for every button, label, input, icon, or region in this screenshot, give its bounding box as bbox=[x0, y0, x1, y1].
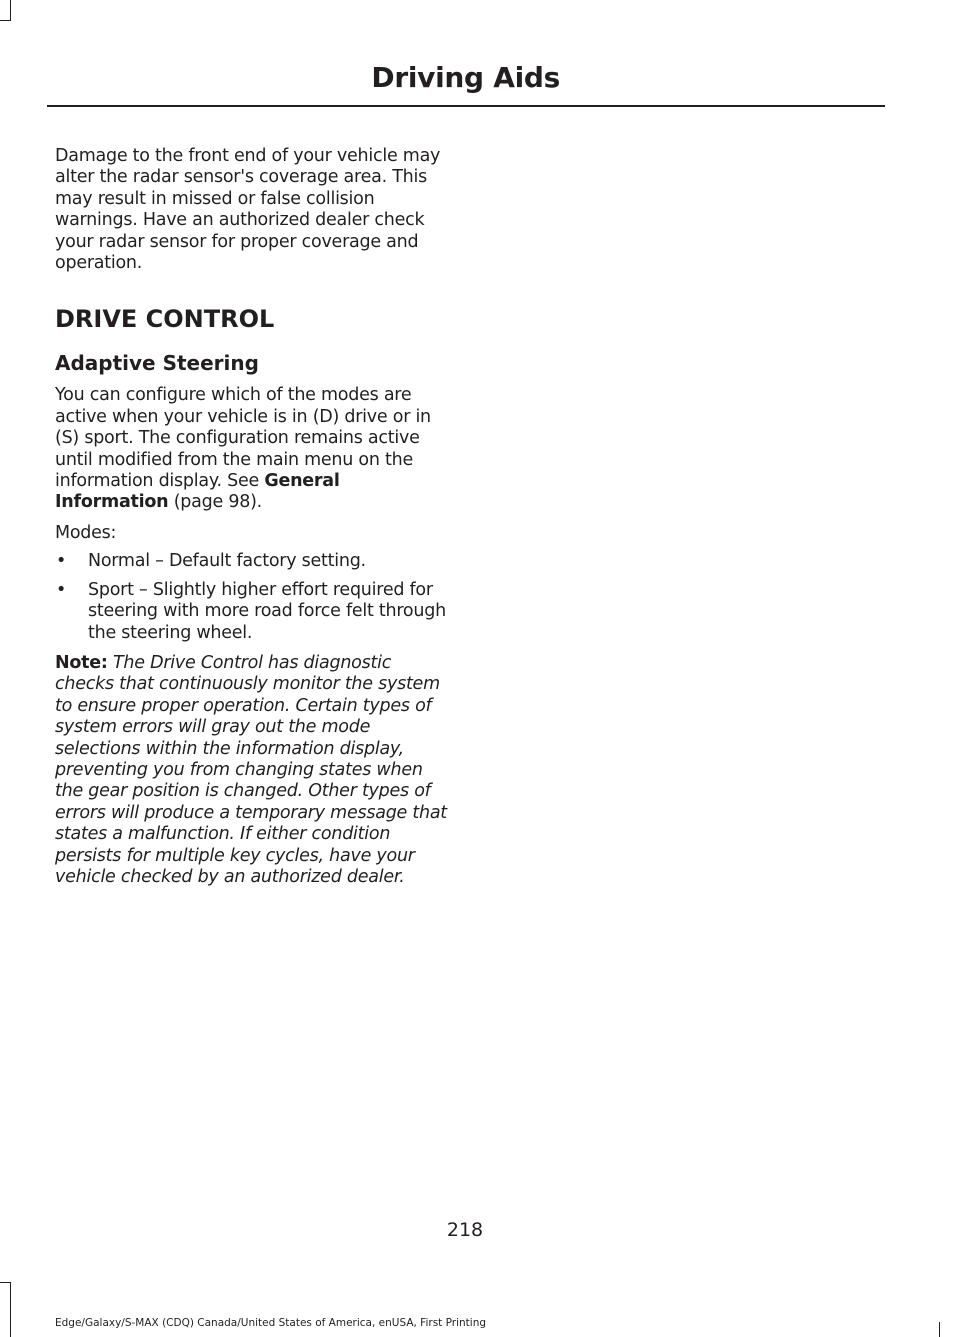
list-item-text: Sport – Slightly higher effort required for steering with more road force felt through the steering wheel. bbox=[88, 579, 446, 643]
intro-paragraph: Damage to the front end of your vehicle may alter the radar sensor's coverage area. This may result in missed or false collision warnings. Have an authorized dealer check your radar sensor for proper coverage and operation. bbox=[55, 146, 441, 274]
header-divider bbox=[47, 105, 885, 107]
cross-reference-link[interactable]: General Information bbox=[55, 471, 340, 513]
page-reference: (page 98). bbox=[173, 492, 262, 513]
crop-mark-bottom-left-vertical bbox=[10, 1282, 11, 1337]
modes-label: Modes: bbox=[55, 522, 117, 543]
note-text: The Drive Control has diagnostic checks that continuously monitor the system to ensure proper operation. Certain types of system errors will gray out the mode selections within the information display, preventing you from changing states when the gear position is changed. Other types of errors will produce a temporary message that states a malfunction. If either condition persists for multiple key cycles, have your vehicle checked by an authorized dealer. bbox=[55, 652, 447, 887]
bullet-icon: • bbox=[56, 551, 67, 572]
crop-mark-top-left-horizontal bbox=[0, 20, 11, 21]
description-paragraph bbox=[55, 385, 447, 513]
subsection-heading: Adaptive Steering bbox=[55, 351, 259, 376]
list-item bbox=[55, 580, 447, 644]
crop-mark-top-left-vertical bbox=[10, 0, 11, 20]
note-label: Note: bbox=[55, 652, 108, 673]
main-content bbox=[55, 146, 447, 888]
section-heading: DRIVE CONTROL bbox=[55, 305, 275, 334]
footer-edition-text: Edge/Galaxy/S-MAX (CDQ) Canada/United States of America, enUSA, First Printing bbox=[55, 1317, 487, 1329]
page-number: 218 bbox=[446, 1219, 484, 1241]
list-item bbox=[55, 551, 447, 572]
bullet-icon: • bbox=[56, 579, 67, 600]
page-header-title: Driving Aids bbox=[371, 61, 560, 94]
see-prefix: See bbox=[227, 471, 260, 492]
crop-mark-bottom-right-vertical bbox=[939, 1322, 940, 1337]
mode-list bbox=[55, 551, 447, 644]
list-item-text: Normal – Default factory setting. bbox=[88, 551, 366, 572]
description-text: You can configure which of the modes are active when your vehicle is in (D) drive or in (S) sport. The configuration remains active until modified from the main menu on the information display. bbox=[55, 385, 431, 492]
note-paragraph bbox=[55, 653, 447, 888]
